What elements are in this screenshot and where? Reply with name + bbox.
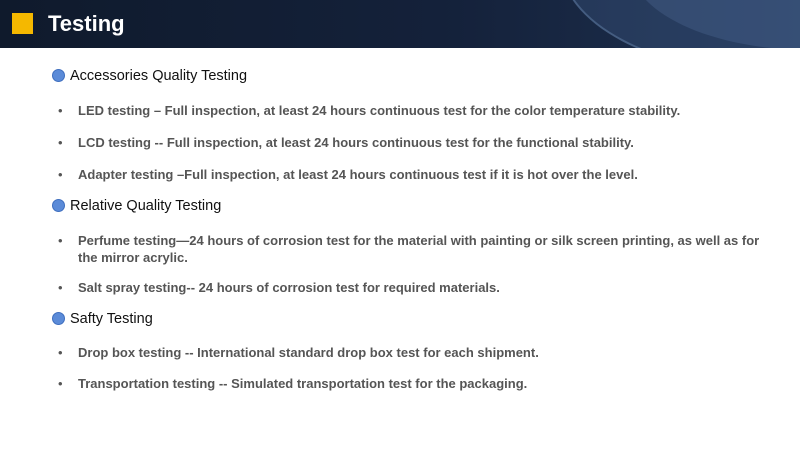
list-item-text: Perfume testing—24 hours of corrosion test for the material with painting or silk screen printing, as well as for the mirror acrylic. [78, 233, 760, 265]
slide-header [0, 0, 800, 48]
list-item [58, 232, 778, 266]
bullet-icon: • [58, 103, 63, 118]
bullet-icon: • [58, 345, 63, 360]
circle-bullet-icon [52, 312, 65, 325]
circle-bullet-icon [52, 199, 65, 212]
slide-title: Testing [48, 11, 125, 36]
section-title: Accessories Quality Testing [70, 68, 248, 84]
list-item [58, 102, 778, 119]
list-item-text: Transportation testing -- Simulated transportation test for the packaging. [78, 376, 528, 391]
list-item-text: LCD testing -- Full inspection, at least 24 hours continuous test for the functional stability. [78, 135, 634, 150]
list-item-text: LED testing – Full inspection, at least 24 hours continuous test for the color temperature stability. [78, 103, 681, 118]
list-item [58, 279, 778, 296]
bullet-icon: • [58, 376, 63, 391]
list-item-text: Salt spray testing-- 24 hours of corrosion test for required materials. [78, 280, 500, 295]
section-title: Relative Quality Testing [70, 198, 222, 214]
list-item [58, 344, 778, 361]
list-item [58, 166, 778, 183]
section-title: Safty Testing [70, 311, 153, 327]
list-item-text: Drop box testing -- International standard drop box test for each shipment. [78, 345, 539, 360]
list-item-text: Adapter testing –Full inspection, at least 24 hours continuous test if it is hot over the level. [78, 167, 638, 182]
circle-bullet-icon [52, 69, 65, 82]
bullet-icon: • [58, 167, 63, 182]
bullet-icon: • [58, 233, 63, 248]
bullet-icon: • [58, 280, 63, 295]
list-item [58, 375, 778, 392]
list-item [58, 134, 778, 151]
header-accent-square [12, 13, 33, 34]
bullet-icon: • [58, 135, 63, 150]
